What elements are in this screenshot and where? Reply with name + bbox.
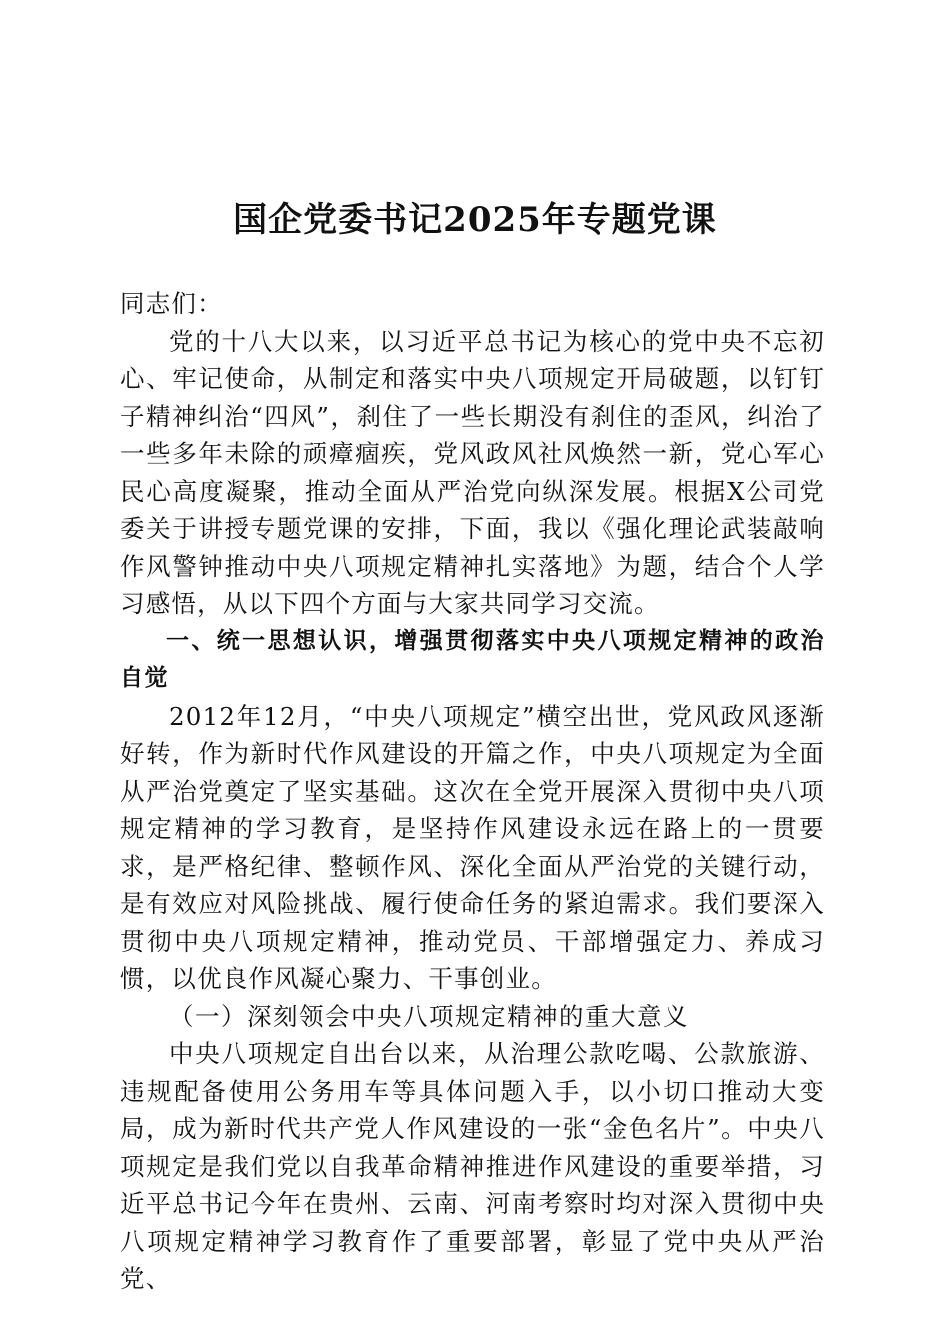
salutation: 同志们： (120, 289, 223, 318)
section-1-heading: 一、统一思想认识，增强贯彻落实中央八项规定精神的政治自觉 (120, 627, 825, 691)
document-body (120, 285, 825, 1298)
subsection-1-paragraph: 中央八项规定自出台以来，从治理公款吃喝、公款旅游、违规配备使用公务用车等具体问题入手，以小切口推动大变局，成为新时代共产党人作风建设的一张“金色名片”。中央八项规定是我们党以自我革命精神推进作风建设的重要举措，习近平总书记今年在贵州、云南、河南考察时均对深入贯彻中央八项规定精神学习教育作了重要部署，彰显了党中央从严治党、 (120, 1039, 825, 1293)
document-title: 国企党委书记2025年专题党课 (233, 200, 717, 240)
section-1-paragraph: 2012年12月，“中央八项规定”横空出世，党风政风逐渐好转，作为新时代作风建设的开篇之作，中央八项规定为全面从严治党奠定了坚实基础。这次在全党开展深入贯彻中央八项规定精神的学习教育，是坚持作风建设永远在路上的一贯要求，是严格纪律、整顿作风、深化全面从严治党的关键行动，是有效应对风险挑战、履行使命任务的紧迫需求。我们要深入贯彻中央八项规定精神，推动党员、干部增强定力、养成习惯，以优良作风凝心聚力、干事创业。 (120, 701, 825, 993)
intro-paragraph: 党的十八大以来，以习近平总书记为核心的党中央不忘初心、牢记使命，从制定和落实中央八项规定开局破题，以钉钉子精神纠治“四风”，刹住了一些长期没有刹住的歪风，纠治了一些多年未除的顽瘴痼疾，党风政风社风焕然一新，党心军心民心高度凝聚，推动全面从严治党向纵深发展。根据X公司党委关于讲授专题党课的安排，下面，我以《强化理论武装敲响作风警钟推动中央八项规定精神扎实落地》为题，结合个人学习感悟，从以下四个方面与大家共同学习交流。 (120, 326, 825, 618)
subsection-1-heading: （一）深刻领会中央八项规定精神的重大意义 (169, 1001, 689, 1031)
